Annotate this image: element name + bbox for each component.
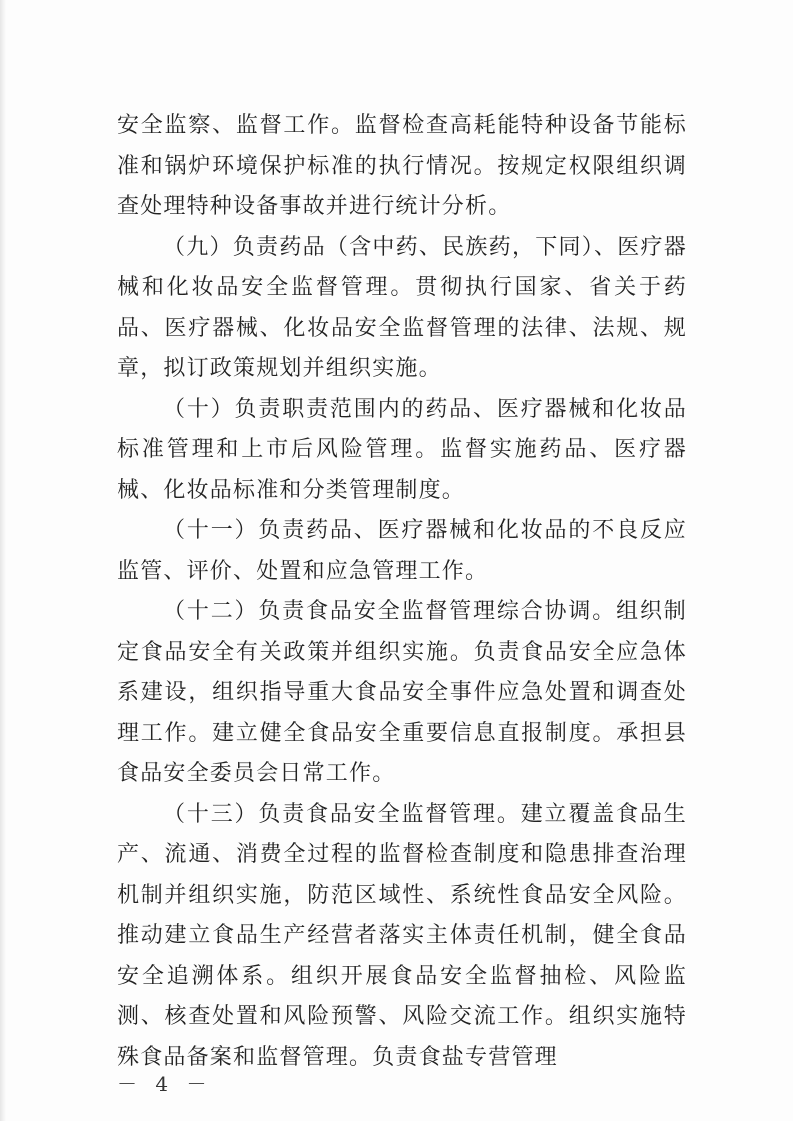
page-number: － 4 －	[117, 1072, 213, 1096]
paragraph-continuation: 安全监察、监督工作。监督检查高耗能特种设备节能标准和锅炉环境保护标准的执行情况。按规定权限组织调查处理特种设备事故并进行统计分析。	[117, 113, 687, 219]
paragraph-item-9: （九）负责药品（含中药、民族药，下同）、医疗器械和化妆品安全监督管理。贯彻执行国家、省关于药品、医疗器械、化妆品安全监督管理的法律、法规、规章，拟订政策规划并组织实施。	[117, 234, 687, 381]
body-text	[117, 106, 687, 1078]
page-edge-shadow	[0, 0, 6, 1121]
paragraph-item-11: （十一）负责药品、医疗器械和化妆品的不良反应监管、评价、处置和应急管理工作。	[117, 518, 687, 584]
paragraph-item-10: （十）负责职责范围内的药品、医疗器械和化妆品标准管理和上市后风险管理。监督实施药品、医疗器械、化妆品标准和分类管理制度。	[117, 396, 687, 503]
paragraph-item-13: （十三）负责食品安全监督管理。建立覆盖食品生产、流通、消费全过程的监督检查制度和隐患排查治理机制并组织实施，防范区域性、系统性食品安全风险。推动建立食品生产经营者落实主体责任机制，健全食品安全追溯体系。组织开展食品安全监督抽检、风险监测、核查处置和风险预警、风险交流工作。组织实施特殊食品备案和监督管理。负责食盐专营管理	[117, 801, 687, 1070]
paragraph-item-12: （十二）负责食品安全监督管理综合协调。组织制定食品安全有关政策并组织实施。负责食品安全应急体系建设，组织指导重大食品安全事件应急处置和调查处理工作。建立健全食品安全重要信息直报制度。承担县食品安全委员会日常工作。	[117, 599, 687, 786]
